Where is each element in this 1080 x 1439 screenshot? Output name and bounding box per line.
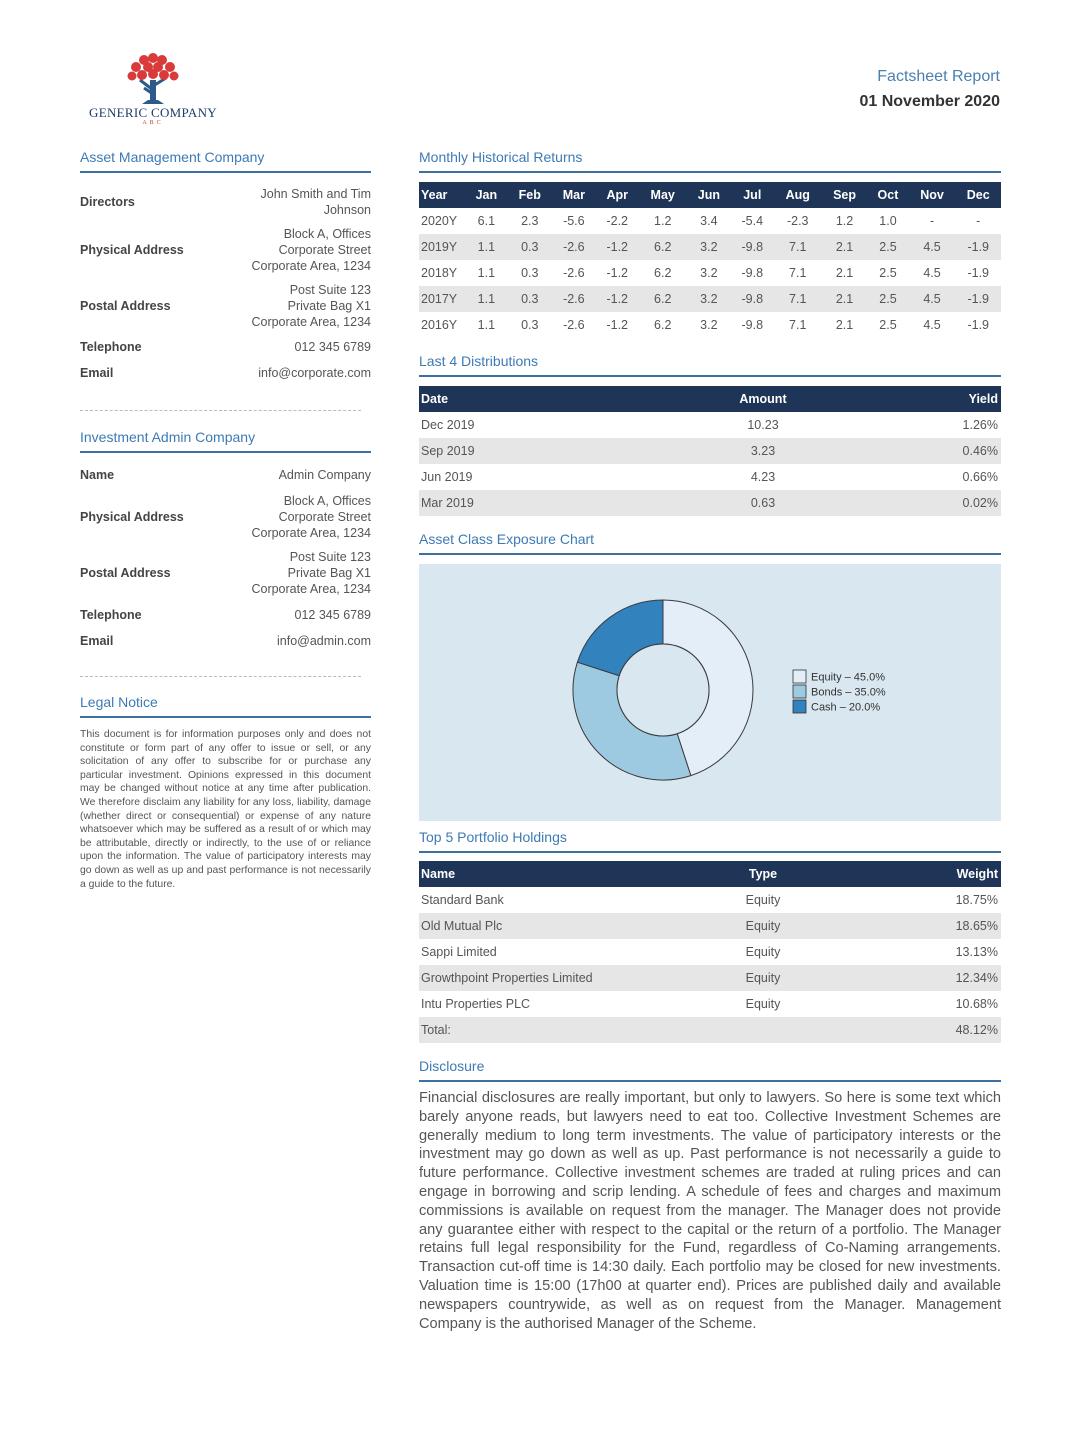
info-value: Post Suite 123 Private Bag X1 Corporate Area, 1234 xyxy=(251,550,371,596)
asset-management-title: Asset Management Company xyxy=(80,149,371,173)
column-header: Yield xyxy=(885,386,1001,412)
info-row xyxy=(80,278,371,334)
legend-swatch xyxy=(793,670,806,683)
table-cell: 6.2 xyxy=(654,318,672,332)
table-row xyxy=(419,234,1001,260)
logo-name: GENERIC COMPANY xyxy=(89,105,217,120)
column-header: Jun xyxy=(687,182,731,208)
table-cell: 6.2 xyxy=(654,266,672,280)
asset-management-info xyxy=(80,184,371,386)
table-cell: 2018Y xyxy=(421,266,458,280)
table-cell: 4.5 xyxy=(909,234,956,260)
returns-table xyxy=(419,182,1001,338)
info-row xyxy=(80,462,371,488)
table-cell: 3.2 xyxy=(687,286,731,312)
investment-admin-title: Investment Admin Company xyxy=(80,429,371,453)
divider xyxy=(80,676,361,677)
table-cell: 3.2 xyxy=(700,266,718,280)
table-cell: -2.6 xyxy=(552,234,596,260)
table-cell: 2.5 xyxy=(879,266,897,280)
table-cell: 2.1 xyxy=(835,266,854,280)
column-header: Jul xyxy=(731,182,774,208)
table-row xyxy=(419,965,1001,991)
legal-notice-text: This document is for information purposes only and does not constitute or form part of any offer to issue or sell, or any solicitation of any offer to subscribe for or purchase any particular investment. Opinions expressed in this document may be changed without notice at any time after publication. We therefore disclaim any liability for any loss, liability, damage (whether direct or consequential) or expense of any nature whatsoever which may be suffered as a result of or which may be attributable, directly or indirectly, to the use of or reliance upon the information. The value of participatory interests may go down as well as up and past performance is not necessarily a guide to the future. xyxy=(80,729,371,890)
column-header: Dec xyxy=(955,182,1001,208)
table-cell: - xyxy=(976,214,981,228)
column-header: May xyxy=(639,182,687,208)
info-value: Block A, Offices Corporate Street Corporate Area, 1234 xyxy=(251,227,371,273)
table-cell: 18.65% xyxy=(885,913,1001,939)
table-cell: 6.1 xyxy=(477,214,496,228)
table-cell: -1.2 xyxy=(596,234,639,260)
table-row xyxy=(419,464,1001,490)
table-cell: 3.23 xyxy=(641,438,885,464)
table-row xyxy=(419,490,1001,516)
info-label: Postal Address xyxy=(80,299,171,313)
info-label: Name xyxy=(80,468,115,482)
column-header: Feb xyxy=(508,182,552,208)
table-header-row xyxy=(419,861,1001,887)
table-cell: 0.46% xyxy=(885,438,1001,464)
table-cell: -1.2 xyxy=(606,266,628,280)
table-cell: -9.8 xyxy=(731,234,774,260)
exposure-title: Asset Class Exposure Chart xyxy=(419,531,1001,555)
table-cell: 1.2 xyxy=(654,214,672,228)
info-row xyxy=(80,222,371,278)
table-cell: 4.5 xyxy=(923,318,941,332)
table-cell: 10.23 xyxy=(747,418,779,432)
legend-label: Cash – 20.0% xyxy=(811,701,881,714)
report-date: 01 November 2020 xyxy=(859,93,1000,110)
column-header: Mar xyxy=(552,182,596,208)
table-cell: 4.5 xyxy=(909,286,956,312)
info-row xyxy=(80,602,371,628)
info-value: John Smith and Tim Johnson xyxy=(260,187,371,217)
table-cell: 7.1 xyxy=(774,286,822,312)
legend-label: Equity – 45.0% xyxy=(811,671,885,684)
table-row xyxy=(419,260,1001,286)
donut-hole xyxy=(617,644,709,736)
table-cell: -9.8 xyxy=(741,266,764,280)
disclosure-title: Disclosure xyxy=(419,1058,1001,1082)
table-cell: Equity xyxy=(641,965,885,991)
table-cell: 2.5 xyxy=(879,318,897,332)
table-cell: 12.34% xyxy=(885,965,1001,991)
table-cell: 7.1 xyxy=(774,234,822,260)
table-row xyxy=(419,939,1001,965)
column-header: Aug xyxy=(774,182,822,208)
table-row xyxy=(419,208,1001,234)
column-header: Type xyxy=(641,861,885,887)
table-cell: Growthpoint Properties Limited xyxy=(419,965,641,991)
info-row xyxy=(80,360,371,386)
info-row xyxy=(80,184,371,220)
table-cell: - xyxy=(929,214,935,228)
table-cell: 4.5 xyxy=(923,266,941,280)
table-cell: 6.2 xyxy=(639,286,687,312)
column-header: Date xyxy=(419,386,641,412)
table-cell: Equity xyxy=(641,913,885,939)
table-cell: Jun 2019 xyxy=(421,470,473,484)
table-cell: 2.5 xyxy=(867,234,908,260)
table-cell: -5.6 xyxy=(563,214,585,228)
table-row xyxy=(419,913,1001,939)
table-cell: 2.5 xyxy=(867,286,908,312)
table-cell: -1.2 xyxy=(596,286,639,312)
table-cell: 2017Y xyxy=(419,286,465,312)
table-cell: 3.2 xyxy=(700,318,718,332)
table-cell: Dec 2019 xyxy=(421,418,475,432)
table-cell: 0.63 xyxy=(641,490,885,516)
info-value: info@admin.com xyxy=(277,634,371,648)
table-cell: 3.4 xyxy=(700,214,718,228)
table-cell: Standard Bank xyxy=(421,893,504,907)
table-cell: 3.2 xyxy=(687,234,731,260)
info-label: Telephone xyxy=(80,340,142,354)
table-row xyxy=(419,312,1001,338)
distributions-title: Last 4 Distributions xyxy=(419,353,1001,377)
column-header: Nov xyxy=(909,182,956,208)
column-header: Apr xyxy=(596,182,639,208)
column-header: Oct xyxy=(867,182,908,208)
table-cell: Intu Properties PLC xyxy=(421,997,531,1011)
table-cell: -9.8 xyxy=(731,286,774,312)
info-label: Postal Address xyxy=(80,566,171,580)
table-cell: 0.02% xyxy=(885,490,1001,516)
table-cell: 1.26% xyxy=(962,418,998,432)
exposure-donut-chart xyxy=(419,564,1001,821)
divider xyxy=(80,410,361,411)
table-header-row xyxy=(419,386,1001,412)
legend-label: Bonds – 35.0% xyxy=(811,686,886,699)
legal-notice-title: Legal Notice xyxy=(80,694,371,718)
table-cell: -2.6 xyxy=(563,266,585,280)
table-row xyxy=(419,991,1001,1017)
table-cell: 1.1 xyxy=(477,318,496,332)
table-cell: 10.68% xyxy=(955,997,998,1011)
table-cell: 0.3 xyxy=(508,234,552,260)
info-row xyxy=(80,490,371,544)
table-cell: 2.3 xyxy=(521,214,539,228)
holdings-title: Top 5 Portfolio Holdings xyxy=(419,829,1001,853)
table-cell: Mar 2019 xyxy=(419,490,641,516)
column-header: Sep xyxy=(822,182,867,208)
info-value: Block A, Offices Corporate Street Corporate Area, 1234 xyxy=(251,494,371,540)
column-header: Year xyxy=(419,182,465,208)
table-cell: 1.1 xyxy=(465,286,508,312)
table-cell: 2.1 xyxy=(822,286,867,312)
column-header: Amount xyxy=(641,386,885,412)
table-cell: 2016Y xyxy=(421,318,458,332)
table-cell: -2.6 xyxy=(552,286,596,312)
table-cell: 2019Y xyxy=(419,234,465,260)
disclosure-text: Financial disclosures are really important, but only to lawyers. So here is some text which barely anyone reads, but lawyers need to eat too. Collective Investment Schemes are generally medium to long term investments. The value of participatory interests or the investment may go down as well as up. Past performance is not necessarily a guide to future performance. Collective investment schemes are traded at ruling prices and can engage in borrowing and scrip lending. A schedule of fees and charges and maximum commissions is available on request from the manager. The Manager does not provide any guarantee either with respect to the capital or the return of a portfolio. The Manager retains full legal responsibility for the Fund, regardless of Co-Naming arrangements. Transaction cut-off time is 14:30 daily. Each portfolio may be closed for new investments. Valuation time is 15:00 (17h00 at quarter end). Prices are published daily and available newspapers countrywide, as well as on request from the Manager. Management Company is the authorised Manager of the Scheme. xyxy=(419,1090,1001,1332)
table-cell: 18.75% xyxy=(955,893,998,907)
table-cell: 1.1 xyxy=(477,266,496,280)
table-cell: 7.1 xyxy=(789,266,807,280)
table-row xyxy=(419,412,1001,438)
info-value: Post Suite 123 Private Bag X1 Corporate Area, 1234 xyxy=(251,283,371,329)
info-value: info@corporate.com xyxy=(258,366,371,380)
table-cell: 2.1 xyxy=(835,318,854,332)
table-cell: 0.3 xyxy=(521,318,539,332)
info-row xyxy=(80,334,371,360)
table-cell: 1.1 xyxy=(465,234,508,260)
table-cell: -1.9 xyxy=(967,266,989,280)
table-cell: -1.9 xyxy=(955,234,1001,260)
table-cell: 2020Y xyxy=(421,214,458,228)
info-label: Email xyxy=(80,366,114,380)
table-cell: 7.1 xyxy=(789,318,807,332)
info-row xyxy=(80,628,371,654)
table-header-row xyxy=(419,182,1001,208)
total-row xyxy=(419,1017,1001,1043)
table-cell: -2.2 xyxy=(606,214,628,228)
total-label: Total: xyxy=(419,1017,641,1043)
info-value: 012 345 6789 xyxy=(294,340,371,354)
info-value: Admin Company xyxy=(278,468,371,482)
table-cell: -1.9 xyxy=(955,286,1001,312)
info-row xyxy=(80,544,371,602)
column-header: Weight xyxy=(885,861,1001,887)
table-cell: 6.2 xyxy=(639,234,687,260)
legend-swatch xyxy=(793,700,806,713)
table-cell: Sep 2019 xyxy=(419,438,641,464)
table-cell: -1.9 xyxy=(967,318,989,332)
returns-title: Monthly Historical Returns xyxy=(419,149,1001,173)
total-value: 48.12% xyxy=(885,1017,1001,1043)
info-label: Physical Address xyxy=(80,243,184,257)
column-header: Jan xyxy=(465,182,508,208)
table-cell: 0.3 xyxy=(508,286,552,312)
tree-logo-icon xyxy=(122,50,184,106)
table-cell: -2.6 xyxy=(563,318,585,332)
table-row xyxy=(419,286,1001,312)
table-cell: Sappi Limited xyxy=(421,945,497,959)
info-label: Email xyxy=(80,634,114,648)
table-cell: 1.0 xyxy=(879,214,897,228)
table-cell: 0.66% xyxy=(962,470,998,484)
investment-admin-info xyxy=(80,462,371,654)
table-cell: 0.3 xyxy=(521,266,539,280)
info-label: Telephone xyxy=(80,608,142,622)
table-cell: 4.23 xyxy=(750,470,776,484)
info-label: Directors xyxy=(80,195,135,209)
table-cell: 2.1 xyxy=(822,234,867,260)
table-cell: 13.13% xyxy=(955,945,998,959)
table-cell: Equity xyxy=(745,893,781,907)
table-cell: Old Mutual Plc xyxy=(419,913,641,939)
logo-sub: ABC xyxy=(142,120,164,126)
table-row xyxy=(419,438,1001,464)
table-row xyxy=(419,887,1001,913)
report-title: Factsheet Report xyxy=(877,68,1000,85)
table-cell: 1.2 xyxy=(835,214,854,228)
table-cell: Equity xyxy=(745,997,781,1011)
legend-swatch xyxy=(793,685,806,698)
table-cell: -9.8 xyxy=(741,318,764,332)
company-logo xyxy=(88,50,218,130)
holdings-table xyxy=(419,861,1001,1043)
distributions-table xyxy=(419,386,1001,516)
column-header: Name xyxy=(419,861,641,887)
info-value: 012 345 6789 xyxy=(294,608,371,622)
table-cell: -2.3 xyxy=(786,214,809,228)
info-label: Physical Address xyxy=(80,510,184,524)
exposure-chart xyxy=(419,564,1001,821)
table-cell: -5.4 xyxy=(741,214,764,228)
table-cell: Equity xyxy=(745,945,781,959)
table-cell: -1.2 xyxy=(606,318,628,332)
